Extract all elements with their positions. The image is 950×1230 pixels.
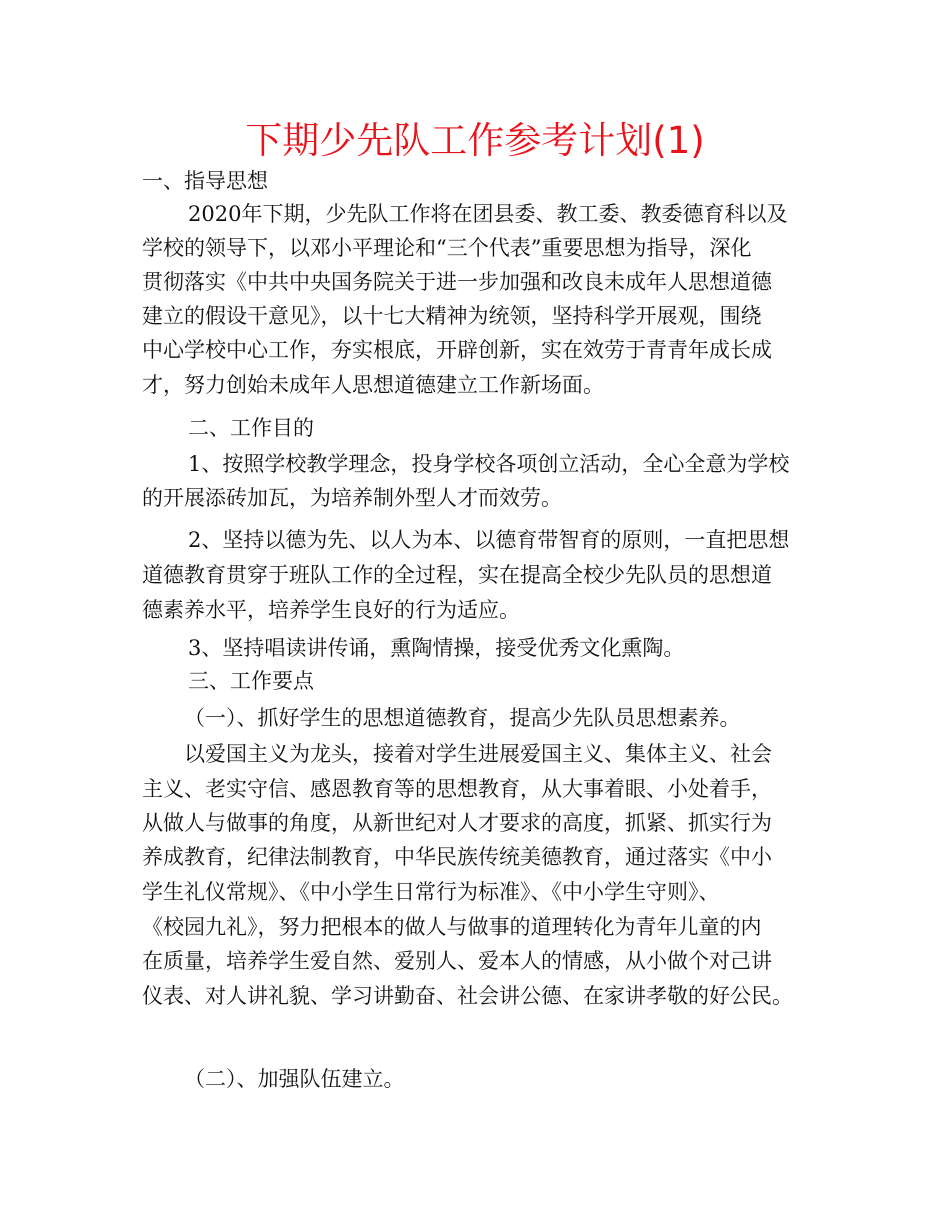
paragraph-line: 一、指导思想	[142, 169, 268, 193]
paragraph-line: 德素养水平，培养学生良好的行为适应。	[142, 598, 520, 622]
paragraph-line: 仪表、对人讲礼貌、学习讲勤奋、社会讲公德、在家讲孝敬的好公民。	[142, 984, 793, 1008]
paragraph-line: 的开展添砖加瓦，为培养制外型人才而效劳。	[142, 486, 562, 510]
paragraph-line: （一）、抓好学生的思想道德教育，提高少先队员思想素养。	[184, 706, 741, 730]
paragraph-line: 二、工作目的	[188, 416, 314, 440]
paragraph-line: 《校园九礼》，努力把根本的做人与做事的道理转化为青年儿童的内	[142, 915, 762, 939]
paragraph-line: 2020年下期，少先队工作将在团县委、教工委、教委德育科以及	[188, 202, 788, 226]
paragraph-line: 3、坚持唱读讲传诵，熏陶情操，接受优秀文化熏陶。	[188, 636, 685, 660]
paragraph-line: 以爱国主义为龙头，接着对学生进展爱国主义、集体主义、社会	[184, 742, 772, 766]
paragraph-line: 三、工作要点	[188, 669, 314, 693]
paragraph-line: 道德教育贯穿于班队工作的全过程，实在提高全校少先队员的思想道	[142, 563, 772, 587]
document-title: 下期少先队工作参考计划(1)	[245, 119, 705, 162]
paragraph-line: 从做人与做事的角度，从新世纪对人才要求的高度，抓紧、抓实行为	[142, 811, 772, 835]
paragraph-line: 才，努力创始未成年人思想道德建立工作新场面。	[142, 373, 604, 397]
paragraph-line: 学校的领导下，以邓小平理论和“三个代表”重要思想为指导，深化	[142, 236, 752, 260]
paragraph-line: 1、按照学校教学理念，投身学校各项创立活动，全心全意为学校	[188, 452, 790, 476]
paragraph-line: 中心学校中心工作，夯实根底，开辟创新，实在效劳于青青年成长成	[142, 338, 772, 362]
paragraph-line: 2、坚持以德为先、以人为本、以德育带智育的原则，一直把思想	[188, 528, 790, 552]
paragraph-line: 学生礼仪常规》、《中小学生日常行为标准》、《中小学生守则》、	[142, 880, 720, 904]
paragraph-line: 养成教育，纪律法制教育，中华民族传统美德教育，通过落实《中小	[142, 845, 772, 869]
paragraph-line: 在质量，培养学生爱自然、爱别人、爱本人的情感，从小做个对己讲	[142, 949, 772, 973]
paragraph-line: 主义、老实守信、感恩教育等的思想教育，从大事着眼、小处着手，	[142, 777, 772, 801]
paragraph-line: 建立的假设干意见》，以十七大精神为统领，坚持科学开展观，围绕	[142, 304, 762, 328]
paragraph-line: 贯彻落实《中共中央国务院关于进一步加强和改良未成年人思想道德	[142, 270, 772, 294]
paragraph-line: （二）、加强队伍建立。	[184, 1067, 405, 1091]
